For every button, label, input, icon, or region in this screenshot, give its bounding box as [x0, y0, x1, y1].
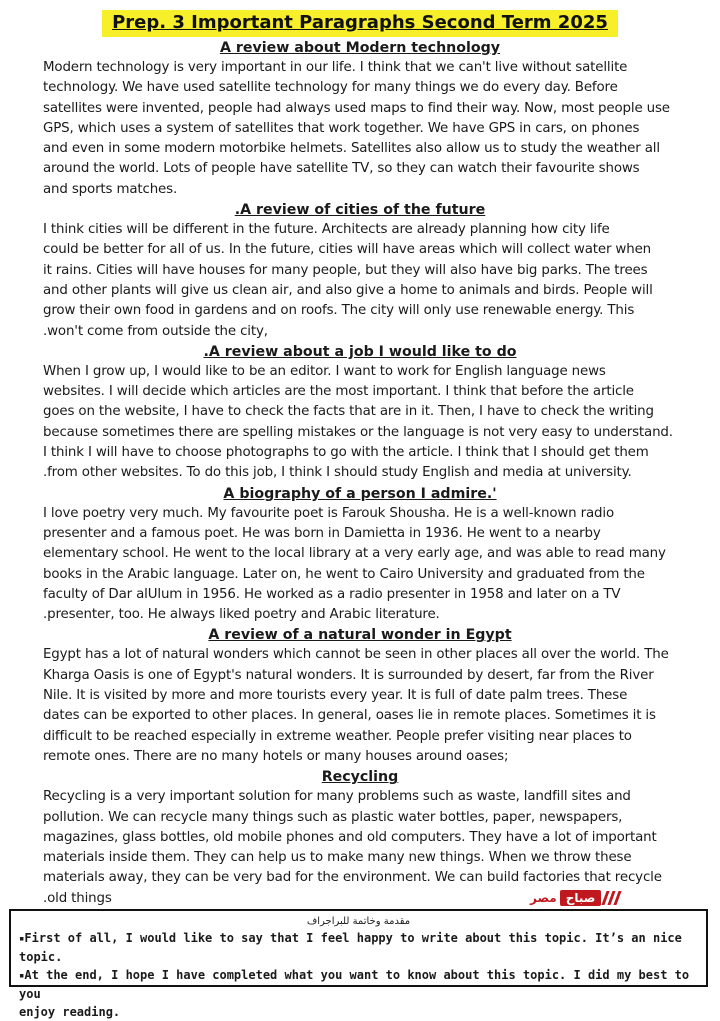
paragraph-line: books in the Arabic language. Later on, he went to Cairo University and graduated from the	[43, 566, 645, 582]
paragraph-line: grow their own food in gardens and on roofs. The city will only use renewable energy. This	[43, 303, 635, 319]
section-title: A biography of a person I admire.'	[223, 485, 497, 502]
section-paragraph	[43, 504, 714, 626]
footer-line-3	[19, 1003, 698, 1021]
section-title: .A review about a job I would like to do	[203, 343, 517, 360]
paragraph-line: I love poetry very much. My favourite poet is Farouk Shousha. He is a well-known radio	[43, 505, 614, 521]
section-title: .A review of cities of the future	[234, 202, 486, 219]
title-bar	[0, 0, 720, 37]
paragraph-line: satellites were invented, people had always used maps to find their way. Now, most people use	[43, 100, 670, 116]
intro-conclusion-box	[9, 909, 708, 1019]
paragraph-line: elementary school. He went to the local library at a very early age, and was able to read many	[43, 546, 666, 562]
paragraph-line: I think I will have to choose photographs to go with the article. I think that I should get them	[43, 445, 649, 461]
paragraph-line: Modern technology is very important in our life. I think that we can't live without satellite	[43, 60, 628, 75]
paragraph-line: faculty of Dar alUlum in 1956. He worked as a radio presenter in 1958 and later on a TV	[43, 586, 621, 602]
paragraph-line: materials away, they can be very bad for the environment. We can build factories that recycle	[43, 870, 662, 886]
paragraph-line: dates can be exported to other places. In general, oases lie in remote places. Sometimes it is	[43, 708, 656, 724]
paragraph-line: and other plants will give us clean air, and also give a home to animals and birds. People will	[43, 282, 653, 298]
logo-stripes-icon	[604, 891, 619, 905]
paragraph-line: materials inside them. They can help us to make many new things. When we throw these	[43, 850, 632, 866]
bullet-icon: ▪	[19, 971, 25, 981]
sabah-masr-logo	[530, 888, 619, 908]
paragraph-line: .old things	[43, 890, 112, 906]
paragraph-line: could be better for all of us. In the future, cities will have areas which will collect water when	[43, 242, 651, 258]
paragraph-line: around the world. Lots of people have satellite TV, so they can watch their favourite shows	[43, 161, 640, 177]
paragraph-line: When I grow up, I would like to be an editor. I want to work for English language news	[43, 363, 606, 379]
bullet-icon: ▪	[19, 934, 25, 944]
footer-line-1	[19, 929, 698, 966]
footer-text-2: At the end, I hope I have completed what you want to know about this topic. I did my best to you	[19, 968, 690, 1001]
section-title: A review of a natural wonder in Egypt	[208, 627, 512, 644]
paragraph-line: presenter and a famous poet. He was born in Damietta in 1936. He went to a nearby	[43, 525, 601, 541]
paragraph-line: I think cities will be different in the future. Architects are already planning how city life	[43, 222, 610, 238]
logo-word-sabah: صباح	[560, 890, 602, 906]
paragraph-line: .won't come from outside the city,	[43, 323, 268, 339]
paragraph-line: difficult to be reached especially in extreme weather. People prefer visiting near places to	[43, 728, 632, 744]
paragraph-line: pollution. We can recycle many things such as plastic water bottles, paper, newspapers,	[43, 809, 623, 825]
paragraph-line: GPS, which uses a system of satellites that work together. We have GPS in cars, on phones	[43, 120, 640, 136]
paragraph-line: .presenter, too. He always liked poetry and Arabic literature.	[43, 607, 440, 623]
section-paragraph	[43, 362, 714, 484]
paragraph-line: .from other websites. To do this job, I think I should study English and media at university.	[43, 465, 632, 481]
page-title: Prep. 3 Important Paragraphs Second Term 2025	[102, 10, 618, 37]
paragraph-line: magazines, glass bottles, old mobile phones and old computers. They have a lot of important	[43, 829, 657, 845]
logo-word-masr: مصر	[530, 891, 557, 905]
section-title: Recycling	[321, 769, 399, 786]
footer-text-3: enjoy reading.	[19, 1005, 121, 1019]
paragraph-line: it rains. Cities will have houses for many people, but they will also have big parks. The trees	[43, 262, 648, 278]
section-title: A review about Modern technology	[219, 40, 501, 56]
paragraph-line: Egypt has a lot of natural wonders which cannot be seen in other places all over the world. The	[43, 647, 669, 663]
section-paragraph	[43, 645, 714, 767]
section-paragraph	[43, 220, 714, 342]
paragraph-line: Nile. It is visited by more and more tourists every year. It is full of date palm trees. These	[43, 688, 628, 704]
paragraph-line: websites. I will decide which articles are the most important. I think that before the article	[43, 384, 634, 400]
paragraph-line: Recycling is a very important solution for many problems such as waste, landfill sites and	[43, 789, 631, 805]
paragraph-line: Kharga Oasis is one of Egypt's natural wonders. It is surrounded by desert, far from the River	[43, 667, 654, 683]
paragraphs-container	[0, 37, 720, 909]
footer-line-2	[19, 966, 698, 1003]
paragraph-line: and even in some modern motorbike helmets. Satellites also allow us to study the weather all	[43, 141, 660, 157]
footer-text-1: First of all, I would like to say that I feel happy to write about this topic. It’s an nice topic.	[19, 931, 682, 964]
paragraph-line: technology. We have used satellite technology for many things we do every day. Before	[43, 80, 618, 96]
section-paragraph	[43, 58, 714, 200]
footer-title: مقدمة وخاتمة للبراجراف	[306, 916, 411, 927]
paragraph-line: remote ones. There are no many hotels or many houses around oases;	[43, 748, 509, 764]
paragraph-line: goes on the website, I have to check the facts that are in it. Then, I have to check the writing	[43, 404, 654, 420]
paragraph-line: and sports matches.	[43, 181, 178, 197]
paragraph-line: because sometimes there are spelling mistakes or the language is not very easy to understand.	[43, 424, 673, 440]
